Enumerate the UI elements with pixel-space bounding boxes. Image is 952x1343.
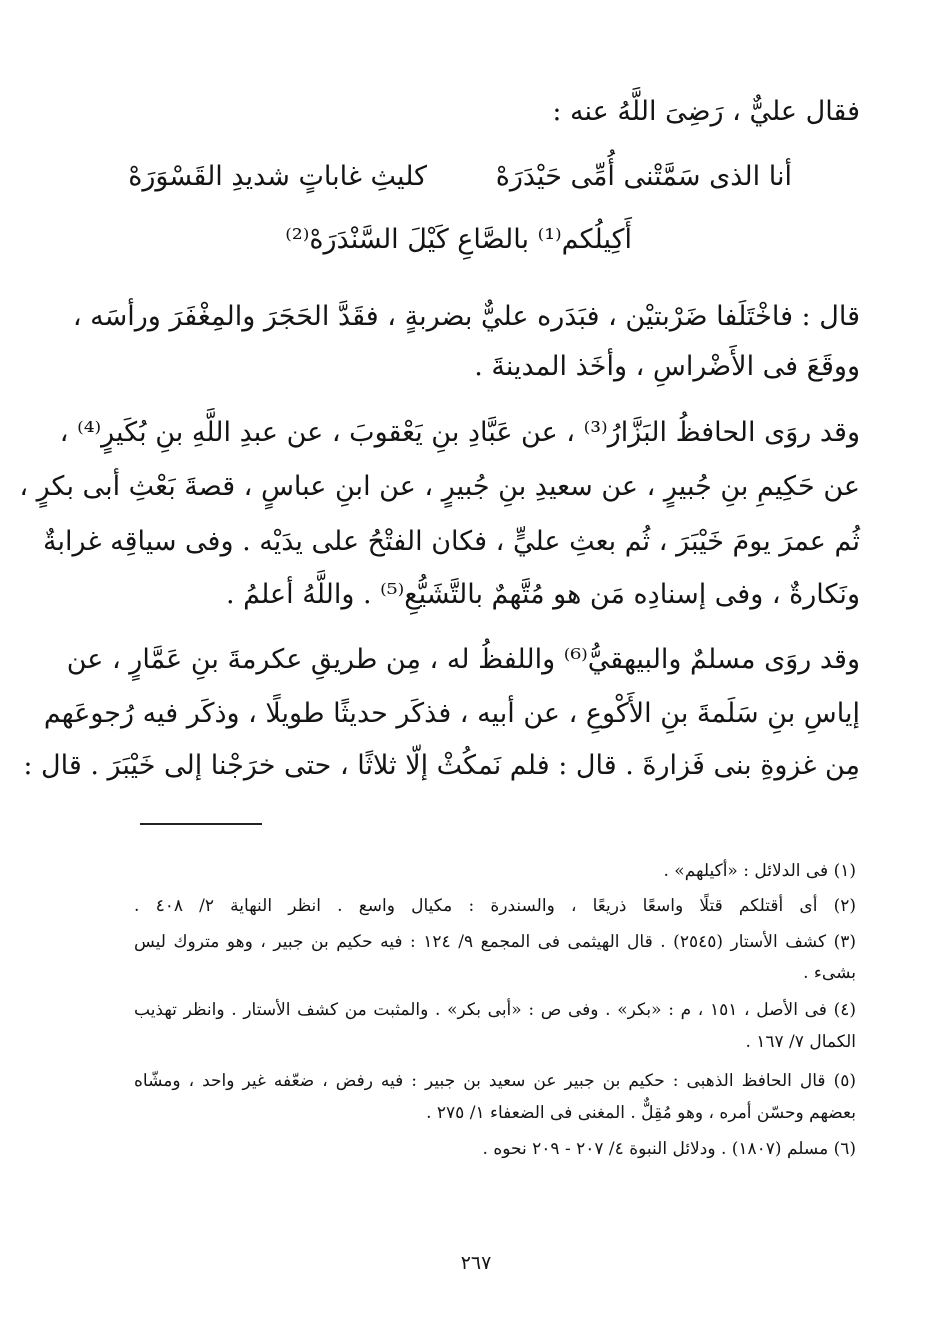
paragraph-3-line-2: إياسِ بنِ سَلَمةَ بنِ الأَكْوعِ ، عن أبيه ، فذكَر حديثًا طويلًا ، وذكَر فيه رُجوعَهم: [43, 698, 860, 729]
paragraph-3-line-3: مِن غزوةِ بنى فَزارةَ . قال : فلم نَمكُثْ إلّا ثلاثًا ، حتى خرَجْنا إلى خَيْبَرَ . قال :: [23, 750, 860, 781]
footnote-1: (١) فى الدلائل : «أكيلهم» .: [663, 861, 856, 881]
paragraph-2-line-2: عن حَكِيمِ بنِ جُبيرٍ ، عن سعيدِ بنِ جُبيرٍ ، عن ابنِ عباسٍ ، قصةَ بَعْثِ أبى بكرٍ ،: [19, 471, 860, 502]
footnote-5-line-2: بعضهم وحسّن أمره ، وهو مُقِلٌّ . المغنى فى الضعفاء ١/ ٢٧٥ .: [426, 1103, 856, 1123]
verse-2: أَكِيلُكم⁽¹⁾ بالصَّاعِ كَيْلَ السَّنْدَرَهْ⁽²⁾: [285, 224, 632, 255]
footnote-4-line-1: (٤) فى الأصل ، ١٥١ ، م : «بكر» . وفى ص : «أبى بكر» . والمثبت من كشف الأستار . وانظر تهذيب: [134, 1000, 856, 1020]
page-number: ٢٦٧: [460, 1252, 492, 1274]
footnote-4-line-2: الكمال ٧/ ١٦٧ .: [745, 1032, 856, 1052]
paragraph-2-line-1: وقد روَى الحافظُ البَزَّارُ⁽³⁾ ، عن عَبَّادِ بنِ يَعْقوبَ ، عن عبدِ اللَّهِ بنِ بُكَيرٍ⁽⁴⁾ ،: [59, 417, 860, 448]
footnote-2: (٢) أى أقتلكم قتلًا واسعًا ذريعًا ، والسندرة : مكيال واسع . انظر النهاية ٢/ ٤٠٨ .: [134, 896, 856, 916]
paragraph-2-line-3: ثُم عمرَ يومَ خَيْبَرَ ، ثُم بعثِ عليٍّ ، فكان الفتْحُ على يدَيْه . وفى سياقِه غرابةٌ: [43, 526, 860, 557]
footnote-3-line-1: (٣) كشف الأستار (٢٥٤٥) . قال الهيثمى فى المجمع ٩/ ١٢٤ : فيه حكيم بن جبير ، وهو متروك ليس: [134, 932, 857, 952]
footnote-separator: [140, 823, 262, 825]
paragraph-3-line-1: وقد روَى مسلمٌ والبيهقيُّ⁽⁶⁾ واللفظُ له ، مِن طريقِ عكرمةَ بنِ عَمَّارٍ ، عن: [66, 644, 860, 675]
footnote-3-line-2: بشىء .: [803, 963, 856, 983]
footnote-6: (٦) مسلم (١٨٠٧) . ودلائل النبوة ٤/ ٢٠٧ - ٢٠٩ نحوه .: [482, 1139, 856, 1159]
intro-line: فقال عليٌّ ، رَضِىَ اللَّهُ عنه :: [552, 96, 860, 127]
verse-1-first-hemistich: أنا الذى سَمَّتْنى أُمِّى حَيْدَرَهْ: [495, 161, 792, 192]
paragraph-2-line-4: ونَكارةٌ ، وفى إسنادِه مَن هو مُتَّهمٌ بالتَّشَيُّعِ⁽⁵⁾ . واللَّهُ أعلمُ .: [225, 579, 860, 610]
paragraph-1-line-2: ووقَعَ فى الأَضْراسِ ، وأخَذ المدينةَ .: [474, 351, 860, 382]
verse-1-second-hemistich: كليثِ غاباتٍ شديدِ القَسْوَرَهْ: [128, 161, 427, 192]
footnote-5-line-1: (٥) قال الحافظ الذهبى : حكيم بن جبير عن سعيد بن جبير : فيه رفض ، ضعّفه غير واحد ، ومشّاه: [134, 1071, 856, 1091]
paragraph-1-line-1: قال : فاخْتَلَفا ضَرْبتيْن ، فبَدَره عليٌّ بضربةٍ ، فقَدَّ الحَجَرَ والمِغْفَرَ ورأسَه ،: [72, 301, 860, 332]
